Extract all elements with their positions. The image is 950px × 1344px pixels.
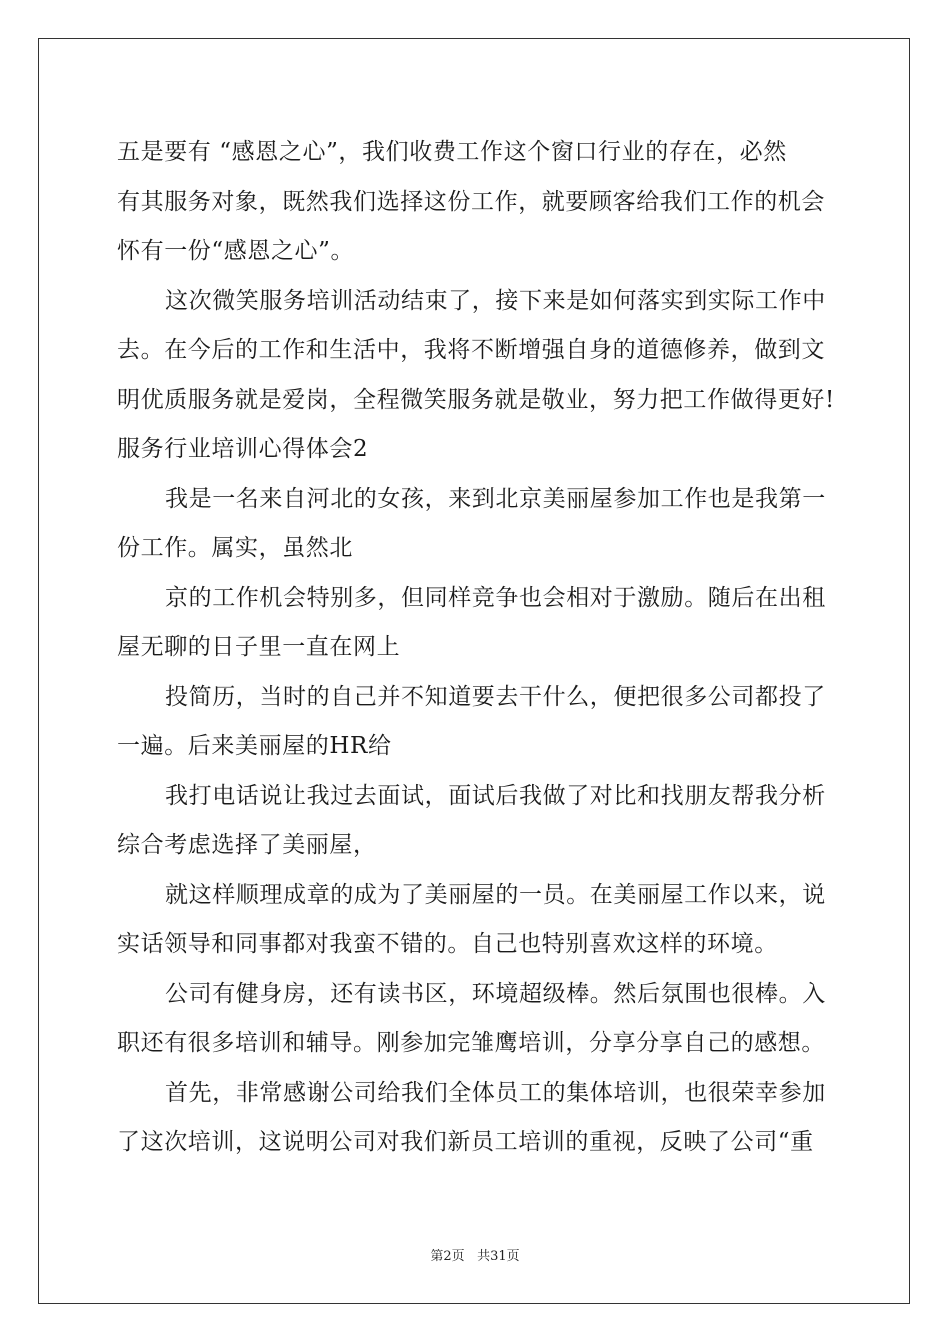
- text-line: 份工作。属实，虽然北: [117, 535, 353, 561]
- text-line: 这次微笑服务培训活动结束了，接下来是如何落实到实际工作中: [165, 287, 826, 314]
- page-number: 第2页: [430, 1249, 465, 1264]
- text-line: 一遍。后来美丽屋的HR给: [117, 733, 392, 759]
- text-line: 就这样顺理成章的成为了美丽屋的一员。在美丽屋工作以来，说: [165, 881, 826, 908]
- text-line: 实话领导和同事都对我蛮不错的。自己也特别喜欢这样的环境。: [117, 931, 778, 957]
- text-line: 屋无聊的日子里一直在网上: [117, 634, 401, 660]
- text-line: 有其服务对象，既然我们选择这份工作，就要顾客给我们工作的机会: [117, 188, 825, 215]
- text-line: 服务行业培训心得体会2: [117, 436, 369, 462]
- text-line: 明优质服务就是爱岗，全程微笑服务就是敬业，努力把工作做得更好!: [117, 386, 835, 413]
- text-line: 投简历，当时的自己并不知道要去干什么，便把很多公司都投了: [165, 683, 826, 710]
- text-line: 首先，非常感谢公司给我们全体员工的集体培训，也很荣幸参加: [165, 1079, 826, 1106]
- text-line: 了这次培训，这说明公司对我们新员工培训的重视，反映了公司“重: [117, 1129, 814, 1155]
- page-total: 共31页: [477, 1249, 520, 1264]
- document-body: [117, 128, 837, 1168]
- page-footer: [0, 1245, 950, 1264]
- text-line: 怀有一份“感恩之心”。: [117, 238, 355, 264]
- text-line: 京的工作机会特别多，但同样竞争也会相对于激励。随后在出租: [165, 584, 826, 611]
- text-line: 五是要有 “感恩之心”，我们收费工作这个窗口行业的存在，必然: [117, 139, 787, 165]
- text-line: 我打电话说让我过去面试，面试后我做了对比和找朋友帮我分析: [165, 782, 826, 809]
- text-line: 我是一名来自河北的女孩，来到北京美丽屋参加工作也是我第一: [165, 485, 826, 512]
- text-line: 职还有很多培训和辅导。刚参加完雏鹰培训，分享分享自己的感想。: [117, 1030, 825, 1056]
- text-line: 公司有健身房，还有读书区，环境超级棒。然后氛围也很棒。入: [165, 980, 826, 1007]
- text-line: 去。在今后的工作和生活中，我将不断增强自身的道德修养，做到文: [117, 337, 825, 363]
- text-line: 综合考虑选择了美丽屋，: [117, 832, 377, 858]
